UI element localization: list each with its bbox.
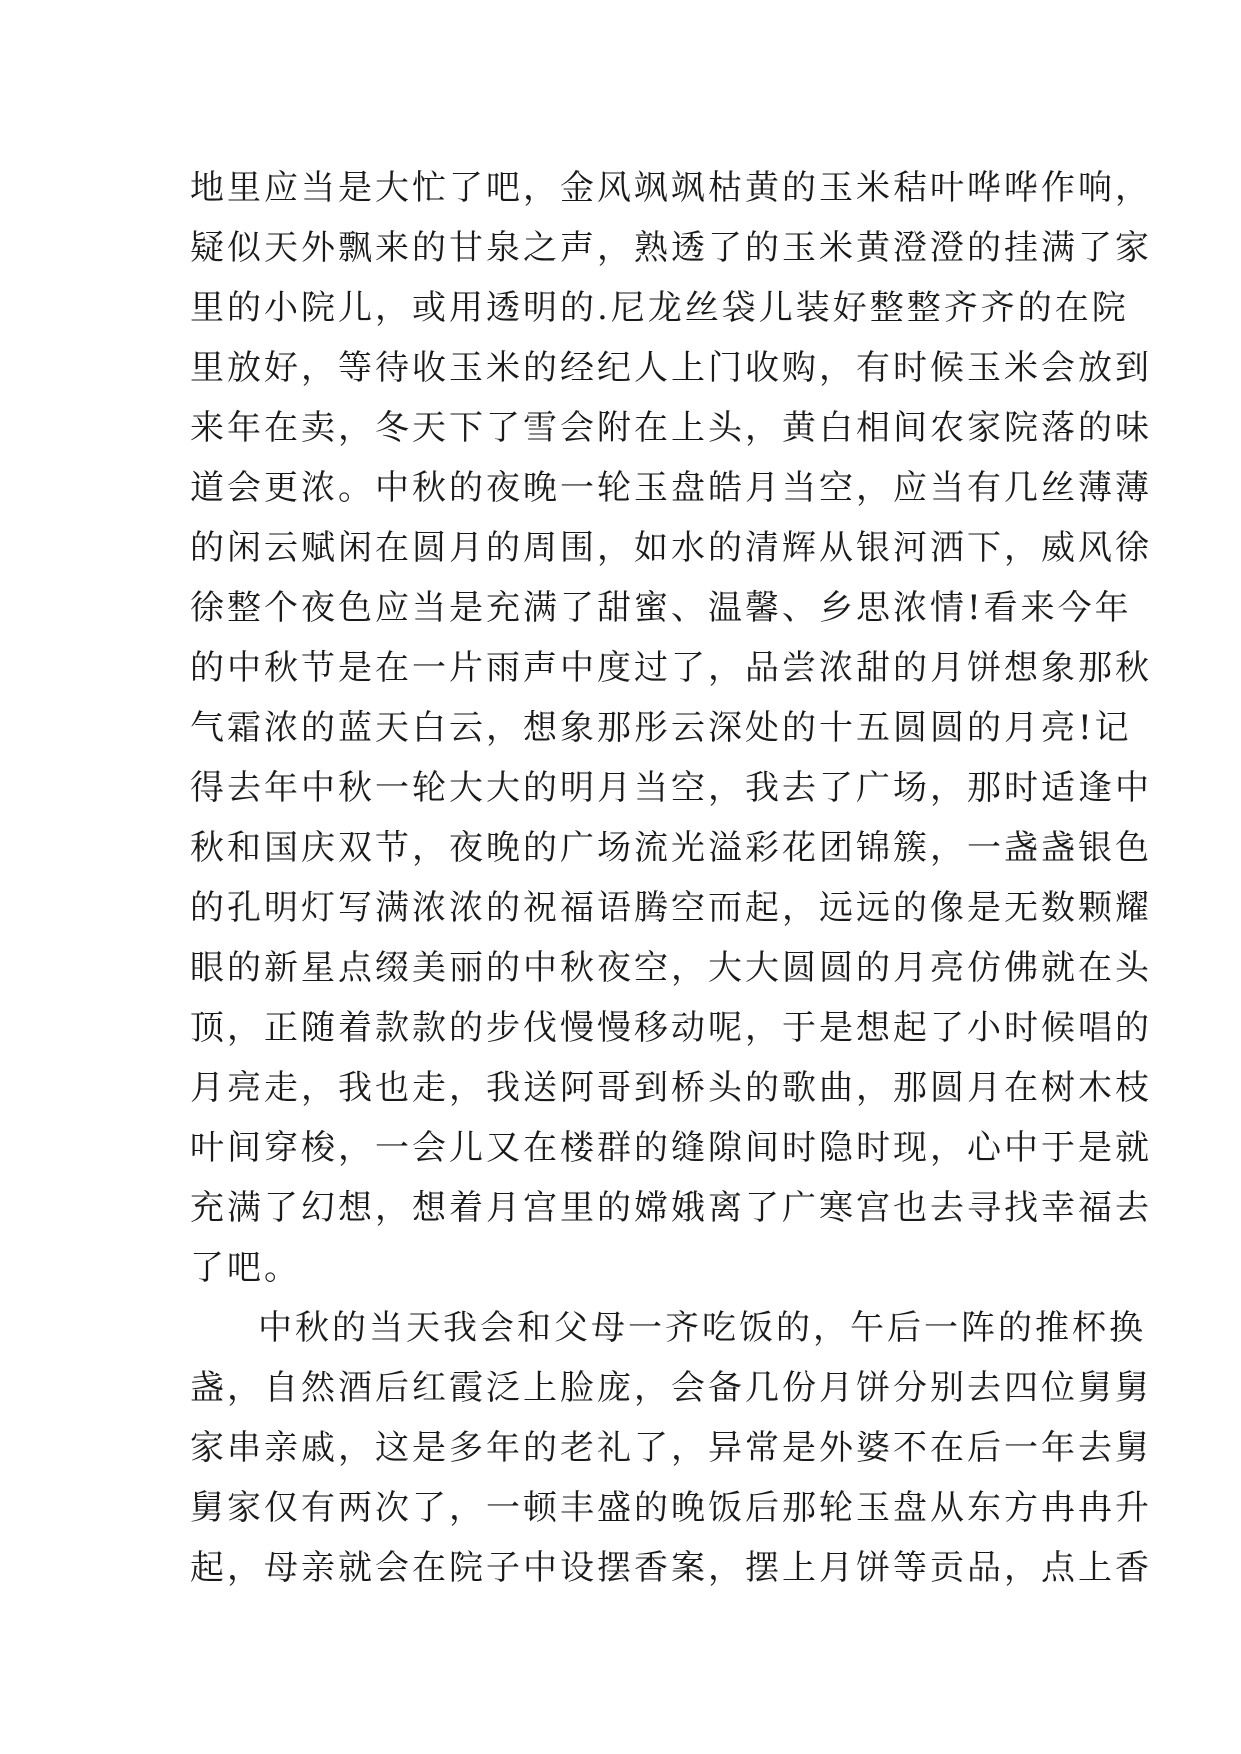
text-line: 月亮走，我也走，我送阿哥到桥头的歌曲，那圆月在树木枝 (190, 1068, 1152, 1108)
text-line: 顶，正随着款款的步伐慢慢移动呢，于是想起了小时候唱的 (190, 1008, 1152, 1048)
text-line: 中秋的当天我会和父母一齐吃饭的，午后一阵的推杯换 (258, 1308, 1146, 1348)
text-line: 来年在卖，冬天下了雪会附在上头，黄白相间农家院落的味 (190, 408, 1152, 448)
text-line: 起，母亲就会在院子中设摆香案，摆上月饼等贡品，点上香 (190, 1548, 1152, 1588)
text-line: 道会更浓。中秋的夜晚一轮玉盘皓月当空，应当有几丝薄薄 (190, 468, 1152, 508)
text-line: 的中秋节是在一片雨声中度过了，品尝浓甜的月饼想象那秋 (190, 648, 1152, 688)
text-line: 眼的新星点缀美丽的中秋夜空，大大圆圆的月亮仿佛就在头 (190, 948, 1152, 988)
document-body (190, 158, 1152, 1598)
text-line: 里放好，等待收玉米的经纪人上门收购，有时候玉米会放到 (190, 348, 1152, 388)
text-line: 徐整个夜色应当是充满了甜蜜、温馨、乡思浓情!看来今年 (190, 588, 1132, 628)
text-line: 家串亲戚，这是多年的老礼了，异常是外婆不在后一年去舅 (190, 1428, 1152, 1468)
text-line: 叶间穿梭，一会儿又在楼群的缝隙间时隐时现，心中于是就 (190, 1128, 1152, 1168)
text-line: 舅家仅有两次了，一顿丰盛的晚饭后那轮玉盘从东方冉冉升 (190, 1488, 1152, 1528)
text-line: 里的小院儿，或用透明的.尼龙丝袋儿装好整整齐齐的在院 (190, 288, 1129, 328)
text-line: 的闲云赋闲在圆月的周围，如水的清辉从银河洒下，威风徐 (190, 528, 1152, 568)
text-line: 盏，自然酒后红霞泛上脸庞，会备几份月饼分别去四位舅舅 (190, 1368, 1152, 1408)
text-line: 秋和国庆双节，夜晚的广场流光溢彩花团锦簇，一盏盏银色 (190, 828, 1152, 868)
text-line: 充满了幻想，想着月宫里的嫦娥离了广寒宫也去寻找幸福去 (190, 1188, 1152, 1228)
text-line: 得去年中秋一轮大大的明月当空，我去了广场，那时适逢中 (190, 768, 1152, 808)
text-line: 气霜浓的蓝天白云，想象那彤云深处的十五圆圆的月亮!记 (190, 708, 1132, 748)
text-line: 疑似天外飘来的甘泉之声，熟透了的玉米黄澄澄的挂满了家 (190, 228, 1152, 268)
text-line: 的孔明灯写满浓浓的祝福语腾空而起，远远的像是无数颗耀 (190, 888, 1152, 928)
text-line: 了吧。 (190, 1248, 301, 1288)
text-line: 地里应当是大忙了吧，金风飒飒枯黄的玉米秸叶哗哗作响， (190, 168, 1152, 208)
